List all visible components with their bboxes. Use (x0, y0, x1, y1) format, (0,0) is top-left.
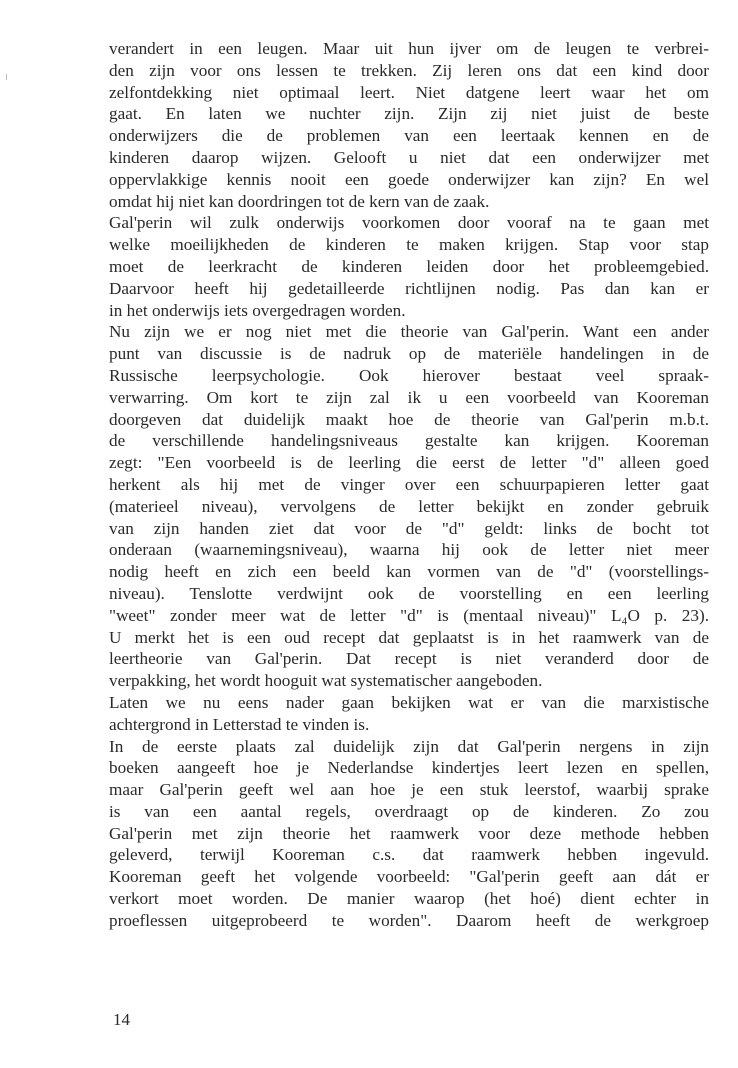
text-line: achtergrond in Letterstad te vinden is. (109, 714, 370, 734)
text-line: leertheorie van Gal'perin. Dat recept is niet veranderd door de (109, 649, 709, 669)
text-line: maar Gal'perin geeft wel aan hoe je een stuk leerstof, waarbij sprake (109, 780, 709, 800)
text-line: moet de leerkracht de kinderen leiden door het probleemgebied. (109, 256, 709, 276)
text-line: doorgeven dat duidelijk maakt hoe de theorie van Gal'perin m.b.t. (109, 409, 709, 429)
text-line: gaat. En laten we nuchter zijn. Zijn zij niet juist de beste (109, 104, 709, 124)
text-line: U merkt het is een oud recept dat geplaatst is in het raamwerk van de (109, 627, 709, 647)
paragraph-2 (109, 212, 709, 321)
text-line: herkent als hij met de vinger over een schuurpapieren letter gaat (109, 474, 709, 494)
text-line: Gal'perin wil zulk onderwijs voorkomen door vooraf na te gaan met (109, 213, 709, 233)
text-line: verkort moet worden. De manier waarop (het hoé) dient echter in (109, 889, 709, 909)
text-line: boeken aangeeft hoe je Nederlandse kindertjes leert lezen en spellen, (109, 758, 709, 778)
text-line: welke moeilijkheden de kinderen te maken krijgen. Stap voor stap (109, 235, 709, 255)
text-line: geleverd, terwijl Kooreman c.s. dat raamwerk hebben ingevuld. (109, 845, 709, 865)
text-line: zelfontdekking niet optimaal leert. Niet datgene leert waar het om (109, 82, 709, 102)
text-line: onderaan (waarnemingsniveau), waarna hij ook de letter niet meer (109, 540, 709, 560)
text-line: de verschillende handelingsniveaus gestalte kan krijgen. Kooreman (109, 431, 709, 451)
text-line: Gal'perin met zijn theorie het raamwerk voor deze methode hebben (109, 823, 709, 843)
paragraph-4 (109, 692, 709, 736)
text-line: proeflessen uitgeprobeerd te worden". Daarom heeft de werkgroep (109, 910, 709, 930)
text-line: In de eerste plaats zal duidelijk zijn dat Gal'perin nergens in zijn (109, 736, 709, 756)
text-line: punt van discussie is de nadruk op de materiële handelingen in de (109, 344, 709, 364)
page-number: 14 (113, 1010, 130, 1029)
text-line: Nu zijn we er nog niet met die theorie van Gal'perin. Want een ander (109, 322, 709, 342)
page-body (109, 38, 709, 932)
text-line: Daarvoor heeft hij gedetailleerde richtlijnen nodig. Pas dan kan er (109, 278, 709, 298)
text-line: verandert in een leugen. Maar uit hun ijver om de leugen te verbrei- (109, 39, 709, 58)
text-line: Laten we nu eens nader gaan bekijken wat er van die marxistische (109, 692, 709, 712)
text-line: van zijn handen ziet dat voor de "d" geldt: links de bocht tot (109, 518, 709, 538)
text-line: omdat hij niet kan doordringen tot de kern van de zaak. (109, 191, 490, 211)
paragraph-5 (109, 736, 709, 932)
paragraph-3 (109, 321, 709, 692)
text-line: is van een aantal regels, overdraagt op de kinderen. Zo zou (109, 801, 709, 821)
text-line: verpakking, het wordt hooguit wat systematischer aangeboden. (109, 671, 543, 691)
text-line: (materieel niveau), vervolgens de letter bekijkt en zonder gebruik (109, 496, 709, 516)
text-line: onderwijzers die de problemen van een leertaak kennen en de (109, 126, 709, 146)
text-line: kinderen daarop wijzen. Gelooft u niet dat een onderwijzer met (109, 147, 709, 167)
text-line: niveau). Tenslotte verdwijnt ook de voorstelling en een leerling (109, 583, 709, 603)
text-line: Kooreman geeft het volgende voorbeeld: "Gal'perin geeft aan dát er (109, 867, 709, 887)
text-line: nodig heeft en zich een beeld kan vormen van de "d" (voorstellings- (109, 562, 709, 582)
paragraph-1 (109, 38, 709, 212)
text-line: Russische leerpsychologie. Ook hierover bestaat veel spraak- (109, 365, 709, 385)
text-line: in het onderwijs iets overgedragen worden. (109, 300, 406, 320)
text-line: den zijn voor ons lessen te trekken. Zij leren ons dat een kind door (109, 60, 709, 80)
text-line: zegt: "Een voorbeeld is de leerling die eerst de letter "d" alleen goed (109, 453, 709, 473)
scan-margin-mark (6, 74, 7, 80)
text-line: verwarring. Om kort te zijn zal ik u een voorbeeld van Kooreman (109, 387, 709, 407)
text-line: "weet" zonder meer wat de letter "d" is (mentaal niveau)" L₄O p. 23). (109, 605, 709, 625)
text-line: oppervlakkige kennis nooit een goede onderwijzer kan zijn? En wel (109, 169, 709, 189)
